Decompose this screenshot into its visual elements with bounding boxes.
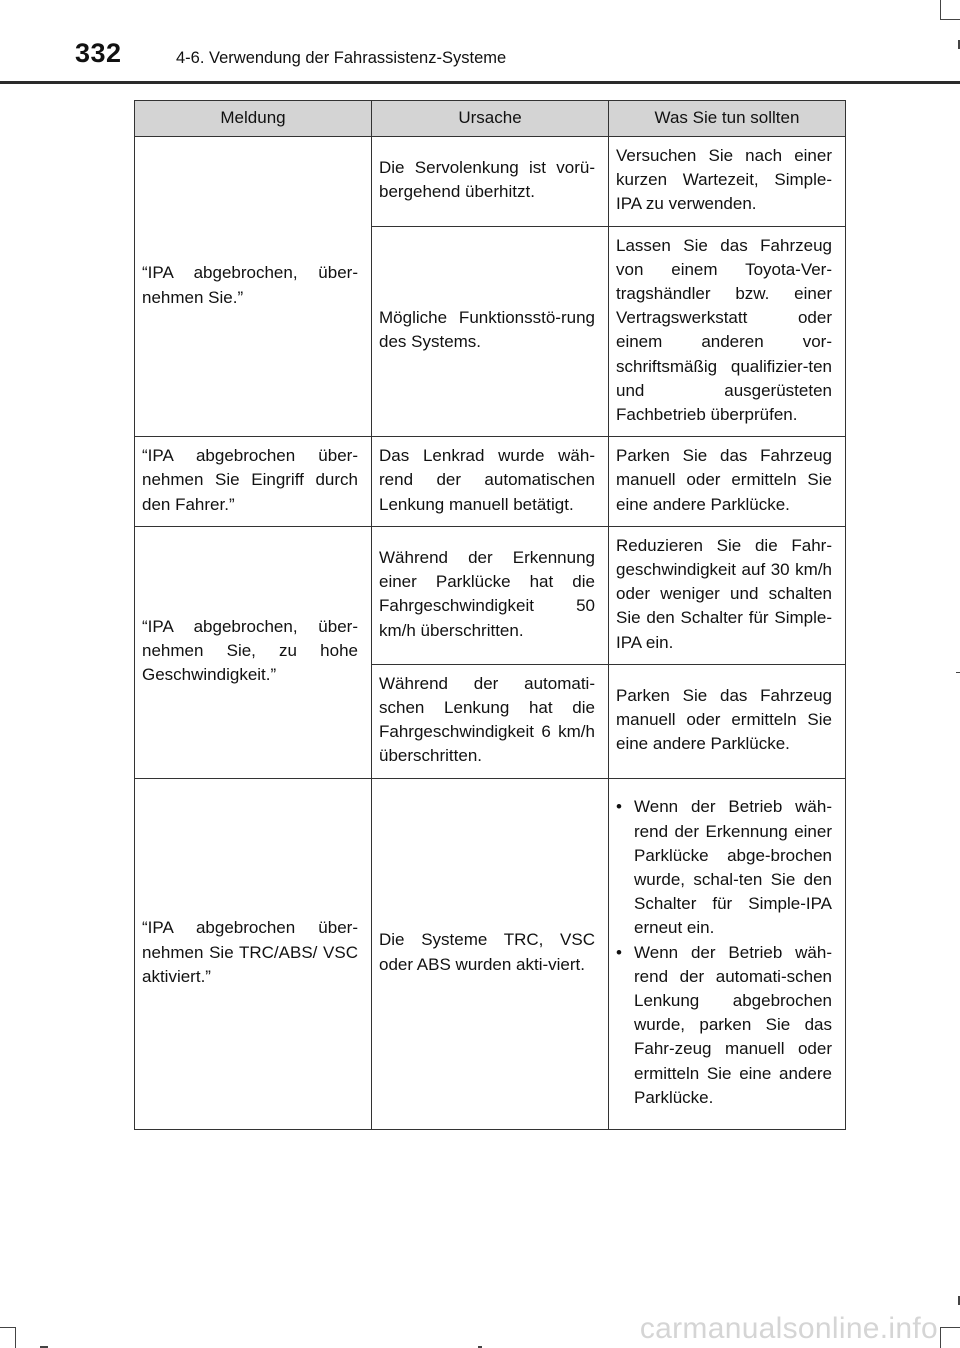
table-row [135, 526, 846, 664]
message-cell: “IPA abgebrochen, über-nehmen Sie.” [135, 137, 372, 437]
crop-mark [956, 672, 960, 673]
action-bullet-item: • Wenn der Betrieb wäh-rend der automati-schen Lenkung abgebrochen wurde, parken Sie das Fahr-zeug manuell oder ermitteln Sie eine andere Parklücke. [616, 941, 832, 1110]
crop-mark [940, 1327, 941, 1348]
crop-mark [940, 19, 960, 20]
action-cell: Parken Sie das Fahrzeug manuell oder ermitteln Sie eine andere Parklücke. [609, 664, 846, 778]
crop-mark [940, 0, 941, 20]
column-header-meldung: Meldung [135, 101, 372, 137]
action-cell: Versuchen Sie nach einer kurzen Wartezeit, Simple-IPA zu verwenden. [609, 137, 846, 227]
cause-cell: Die Servolenkung ist vorü-bergehend überhitzt. [372, 137, 609, 227]
cause-cell: Die Systeme TRC, VSC oder ABS wurden akti-viert. [372, 778, 609, 1129]
table-row [135, 778, 846, 1129]
column-header-ursache: Ursache [372, 101, 609, 137]
action-cell [609, 778, 846, 1129]
message-cell: “IPA abgebrochen über-nehmen Sie TRC/ABS/ VSC aktiviert.” [135, 778, 372, 1129]
cause-cell: Während der Erkennung einer Parklücke hat die Fahrgeschwindigkeit 50 km/h überschritten. [372, 526, 609, 664]
crop-mark [0, 1327, 16, 1328]
message-table [134, 100, 846, 1130]
action-cell: Reduzieren Sie die Fahr-geschwindigkeit auf 30 km/h oder weniger und schalten Sie den Schalter für Simple-IPA ein. [609, 526, 846, 664]
crop-mark [15, 1327, 16, 1348]
action-cell: Parken Sie das Fahrzeug manuell oder ermitteln Sie eine andere Parklücke. [609, 437, 846, 527]
action-bullet-item: • Wenn der Betrieb wäh-rend der Erkennung einer Parklücke abge-brochen wurde, schal-ten Sie den Schalter für Simple-IPA erneut ein. [616, 795, 832, 940]
action-cell: Lassen Sie das Fahrzeug von einem Toyota-Ver-tragshändler bzw. einer Vertragswerkstatt oder einem anderen vor-schriftsmäßig qualifizier-ten und ausgerüsteten Fachbetrieb überprüfen. [609, 226, 846, 437]
table-header-row [135, 101, 846, 137]
header-rule [0, 81, 960, 84]
cause-cell: Während der automati-schen Lenkung hat die Fahrgeschwindigkeit 6 km/h überschritten. [372, 664, 609, 778]
table-row [135, 437, 846, 527]
cause-cell: Das Lenkrad wurde wäh-rend der automatischen Lenkung manuell betätigt. [372, 437, 609, 527]
cause-cell: Mögliche Funktionsstö-rung des Systems. [372, 226, 609, 437]
page-number: 332 [75, 38, 122, 68]
message-cell: “IPA abgebrochen, über-nehmen Sie, zu hohe Geschwindigkeit.” [135, 526, 372, 778]
action-bullet-list [616, 795, 832, 1110]
section-title: 4-6. Verwendung der Fahrassistenz-Systeme [176, 49, 507, 67]
watermark: carmanualsonline.info [639, 1312, 938, 1345]
column-header-massnahme: Was Sie tun sollten [609, 101, 846, 137]
message-cell: “IPA abgebrochen über-nehmen Sie Eingriff durch den Fahrer.” [135, 437, 372, 527]
crop-mark [940, 1327, 960, 1328]
table-row [135, 137, 846, 227]
